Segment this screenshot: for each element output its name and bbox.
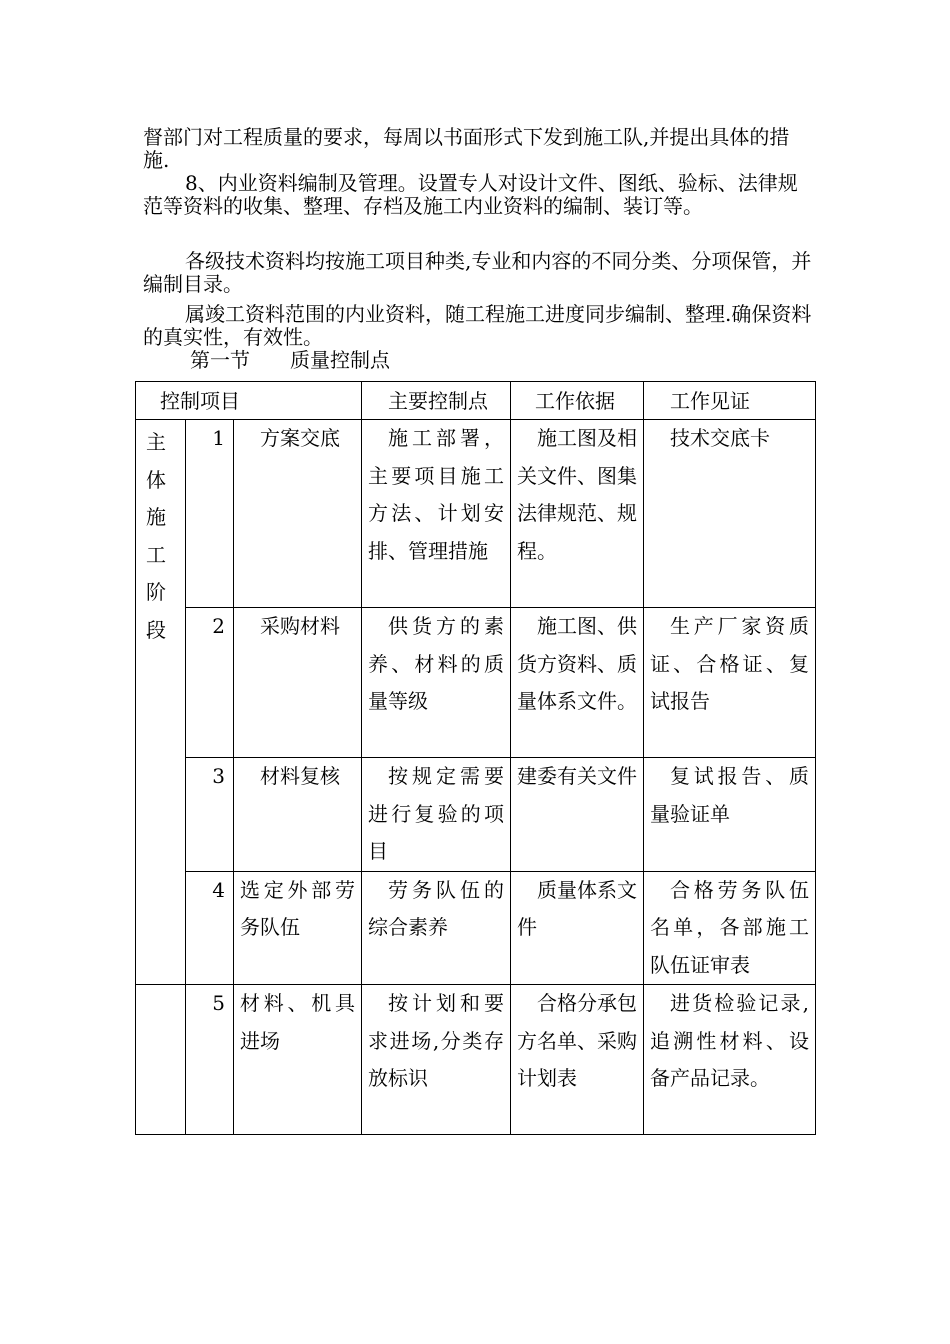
row-item: 材料复核 <box>234 758 362 872</box>
row-item: 方案交底 <box>234 420 362 608</box>
row-evidence: 生产厂家资质证、合格证、复试报告 <box>644 608 816 758</box>
row-evidence: 进货检验记录,追溯性材料、设备产品记录。 <box>644 985 816 1135</box>
table-row <box>136 985 816 1135</box>
row-number: 4 <box>186 871 234 985</box>
row-point: 施工部署，主要项目施工方法、计划安排、管理措施 <box>362 420 511 608</box>
paragraph-1: 督部门对工程质量的要求，每周以书面形式下发到施工队,并提出具体的措施. <box>143 125 790 172</box>
row-point: 劳务队伍的综合素养 <box>362 871 511 985</box>
table-row <box>136 420 816 608</box>
row-item: 材料、机具进场 <box>234 985 362 1135</box>
row-point: 按规定需要进行复验的项目 <box>362 758 511 872</box>
row-evidence: 合格劳务队伍名单，各部施工队伍证审表 <box>644 871 816 985</box>
row-basis: 施工图及相关文件、图集法律规范、规程。 <box>511 420 644 608</box>
stage-cell-empty <box>136 985 186 1135</box>
header-control-item: 控制项目 <box>136 382 362 420</box>
row-item: 采购材料 <box>234 608 362 758</box>
row-basis: 施工图、供货方资料、质量体系文件。 <box>511 608 644 758</box>
row-evidence: 技术交底卡 <box>644 420 816 608</box>
row-number: 5 <box>186 985 234 1135</box>
table-row <box>136 608 816 758</box>
table-row <box>136 758 816 872</box>
row-item: 选定外部劳务队伍 <box>234 871 362 985</box>
header-evidence: 工作见证 <box>644 382 816 420</box>
table-header-row <box>136 382 816 420</box>
paragraph-3: 各级技术资料均按施工项目种类,专业和内容的不同分类、分项保管，并编制目录。 <box>143 249 812 296</box>
row-number: 2 <box>186 608 234 758</box>
row-basis: 建委有关文件 <box>511 758 644 872</box>
row-number: 3 <box>186 758 234 872</box>
row-basis: 质量体系文件 <box>511 871 644 985</box>
paragraph-2: 8、内业资料编制及管理。设置专人对设计文件、图纸、验标、法律规范等资料的收集、整理、存档及施工内业资料的编制、装订等。 <box>143 171 798 218</box>
row-evidence: 复试报告、质量验证单 <box>644 758 816 872</box>
table-row <box>136 871 816 985</box>
section-title: 第一节 质量控制点 <box>190 348 390 372</box>
row-basis: 合格分承包方名单、采购计划表 <box>511 985 644 1135</box>
quality-control-table <box>135 381 816 1135</box>
row-number: 1 <box>186 420 234 608</box>
row-point: 供货方的素养、材料的质量等级 <box>362 608 511 758</box>
stage-cell: 主体施工阶段 <box>136 420 186 985</box>
paragraph-4: 属竣工资料范围的内业资料，随工程施工进度同步编制、整理.确保资料的真实性，有效性。 <box>143 302 812 349</box>
header-main-point: 主要控制点 <box>362 382 511 420</box>
row-point: 按计划和要求进场,分类存放标识 <box>362 985 511 1135</box>
header-basis: 工作依据 <box>511 382 644 420</box>
